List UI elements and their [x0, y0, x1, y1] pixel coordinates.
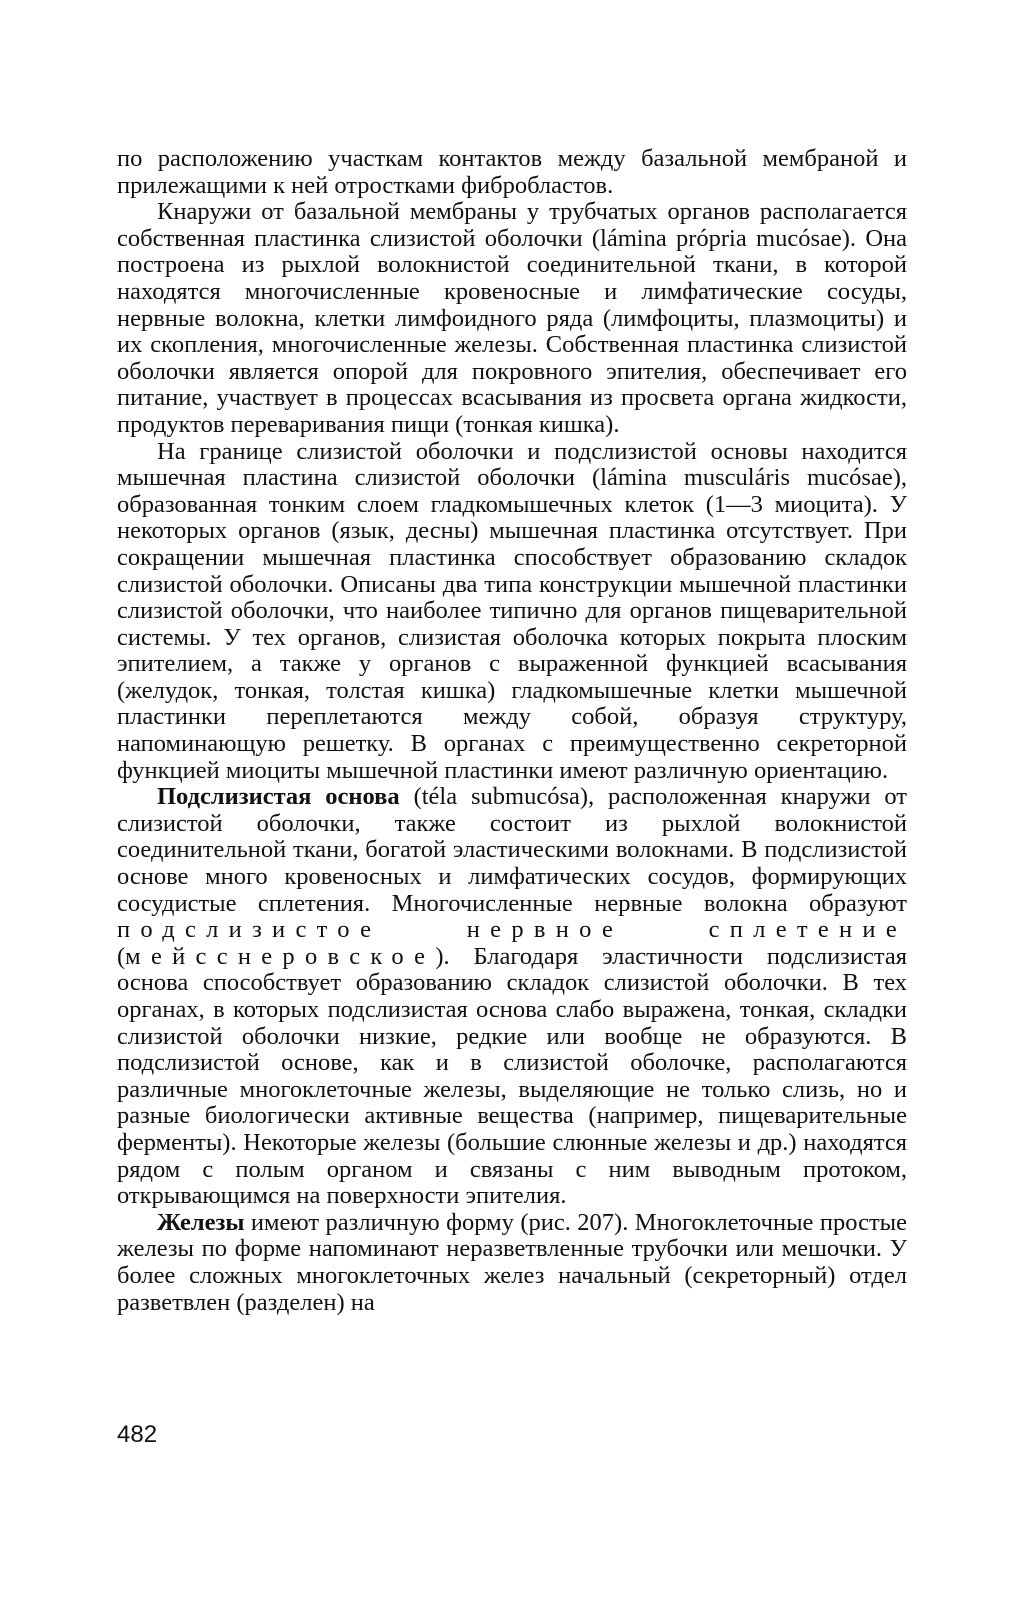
paragraph-text: по расположению участкам контактов между базальной мембраной и прилежащими к ней отростками фибробластов. [117, 145, 907, 199]
paragraph-text: На границе слизистой оболочки и подслизистой основы находится мышечная пластина слизистой оболочки (lámina musculáris mucósae), образованная тонким слоем гладкомышечных клеток (1—3 миоцита). У некоторых органов (язык, десны) мышечная пластинка отсутствует. При сокращении мышечная пластинка способствует образованию складок слизистой оболочки. Описаны два типа конструкции мышечной пластинки слизистой оболочки, что наиболее типично для органов пищеварительной системы. У тех органов, слизистая оболочка которых покрыта плоским эпителием, а также у органов с выраженной функцией всасывания (желудок, тонкая, толстая кишка) гладкомышечные клетки мышечной пластинки переплетаются между собой, образуя структуру, напоминающую решетку. В органах с преимущественно секреторной функцией миоциты мышечной пластинки имеют различную ориентацию. [117, 437, 907, 784]
term-glands: Железы [157, 1208, 245, 1236]
page-number: 482 [117, 1421, 158, 1448]
paragraph-text: имеют различную форму (рис. 207). Многоклеточные простые железы по форме напоминают неразветвленные трубочки или мешочки. У более сложных многоклеточных желез начальный (секреторный) отдел разветвлен (разделен) на [117, 1208, 907, 1316]
term-submucosal-plexus: подслизистое нервное сплетение [117, 916, 907, 944]
paragraph-text: Кнаружи от базальной мембраны у трубчатых органов располагается собственная пластинка слизистой оболочки (lámina própria mucósae). Она построена из рыхлой волокнистой соединительной ткани, в которой находятся многочисленные кровеносные и лимфатические сосуды, нервные волокна, клетки лимфоидного ряда (лимфоциты, плазмоциты) и их скопления, многочисленные железы. Собственная пластинка слизистой оболочки является опорой для покровного эпителия, обеспечивает его питание, участвует в процессах всасывания из просвета органа жидкости, продуктов переваривания пищи (тонкая кишка). [117, 198, 907, 438]
term-meissner-plexus: мейсснеровское [125, 942, 436, 970]
paragraph-muscularis-mucosae [117, 439, 907, 785]
paragraph-basal-membrane-continuation [117, 146, 907, 199]
paragraph-submucosa [117, 784, 907, 1210]
page-body [117, 146, 907, 1316]
term-submucosa: Подслизистая основа [157, 783, 400, 811]
paragraph-text: ). Благодаря эластичности подслизистая основа способствует образованию складок слизистой оболочки. В тех органах, в которых подслизистая основа слабо выражена, тонкая, складки слизистой оболочки низкие, редкие или вообще не образуются. В подслизистой основе, как и в слизистой оболочке, располагаются различные многоклеточные железы, выделяющие не только слизь, но и разные биологически активные вещества (например, пищеварительные ферменты). Некоторые железы (большие слюнные железы и др.) находятся рядом с полым органом и связаны с ним выводным протоком, открывающимся на поверхности эпителия. [117, 942, 907, 1210]
paragraph-lamina-propria [117, 199, 907, 438]
paragraph-text: (téla submucósa), расположенная кнаружи от слизистой оболочки, также состоит из рыхлой волокнистой соединительной ткани, богатой эластическими волокнами. В подслизистой основе много кровеносных и лимфатических сосудов, формирующих сосудистые сплетения. Многочисленные нервные волокна образуют [117, 783, 907, 917]
paragraph-text: ( [117, 942, 126, 970]
paragraph-glands [117, 1210, 907, 1316]
